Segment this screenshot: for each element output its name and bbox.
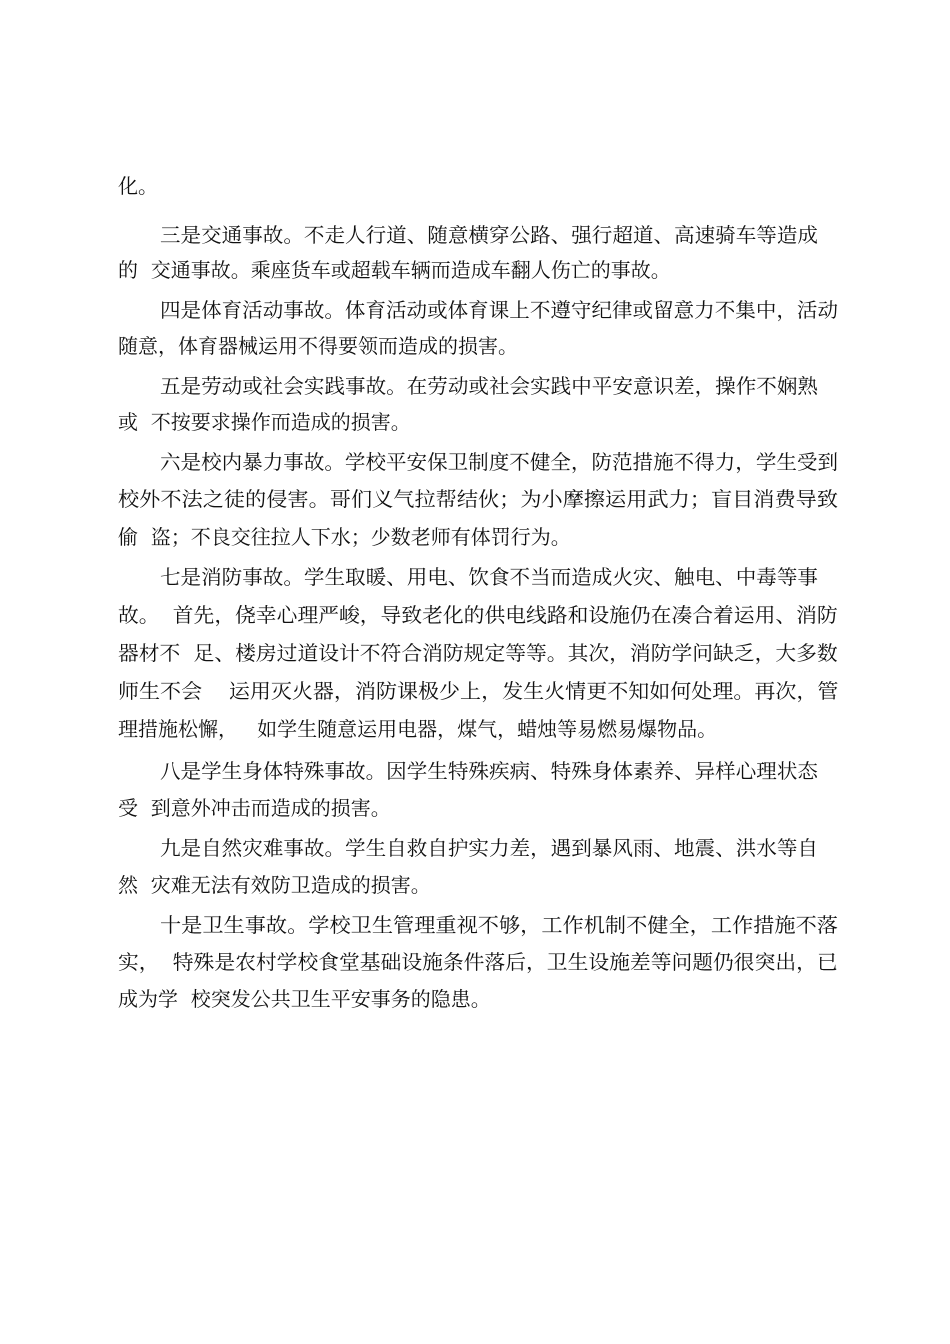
text-line: 器材不 足、楼房过道设计不符合消防规定等等。其次，消防学问缺乏，大多数 (118, 641, 838, 665)
text-line: 受 到意外冲击而造成的损害。 (118, 796, 391, 820)
text-line: 七是消防事故。学生取暖、用电、饮食不当而造成火灾、触电、中毒等事 (160, 565, 818, 589)
text-line: 四是体育活动事故。体育活动或体育课上不遵守纪律或留意力不集中，活动 (160, 298, 838, 322)
text-line: 八是学生身体特殊事故。因学生特殊疾病、特殊身体素养、异样心理状态 (160, 759, 818, 783)
text-line: 或 不按要求操作而造成的损害。 (118, 410, 411, 434)
text-line: 九是自然灾难事故。学生自救自护实力差，遇到暴风雨、地震、洪水等自 (160, 836, 818, 860)
text-line: 然 灾难无法有效防卫造成的损害。 (118, 873, 431, 897)
text-line: 偷 盗；不良交往拉人下水；少数老师有体罚行为。 (118, 525, 571, 549)
text-line: 五是劳动或社会实践事故。在劳动或社会实践中平安意识差，操作不娴熟 (160, 374, 818, 398)
text-line: 校外不法之徒的侵害。哥们义气拉帮结伙；为小摩擦运用武力；盲目消费导致 (118, 487, 839, 511)
text-line: 成为学 校突发公共卫生平安事务的隐患。 (118, 987, 491, 1011)
text-line: 的 交通事故。乘座货车或超载车辆而造成车翻人伤亡的事故。 (118, 258, 671, 282)
text-line: 故。 首先，侥幸心理严峻，导致老化的供电线路和设施仍在凑合着运用、消防 (118, 603, 838, 627)
text-line: 化。 (118, 174, 158, 198)
text-line: 随意，体育器械运用不得要领而造成的损害。 (118, 334, 518, 358)
text-line: 师生不会 运用灭火器，消防课极少上，发生火情更不知如何处理。再次，管 (118, 679, 839, 703)
text-line: 实， 特殊是农村学校食堂基础设施条件落后，卫生设施差等问题仍很突出，已 (118, 950, 838, 974)
text-line: 理措施松懈， 如学生随意运用电器，煤气，蜡烛等易燃易爆物品。 (118, 717, 718, 741)
text-line: 十是卫生事故。学校卫生管理重视不够，工作机制不健全，工作措施不落 (160, 913, 838, 937)
text-line: 六是校内暴力事故。学校平安保卫制度不健全，防范措施不得力，学生受到 (160, 450, 838, 474)
text-line: 三是交通事故。不走人行道、随意横穿公路、强行超道、高速骑车等造成 (160, 223, 818, 247)
